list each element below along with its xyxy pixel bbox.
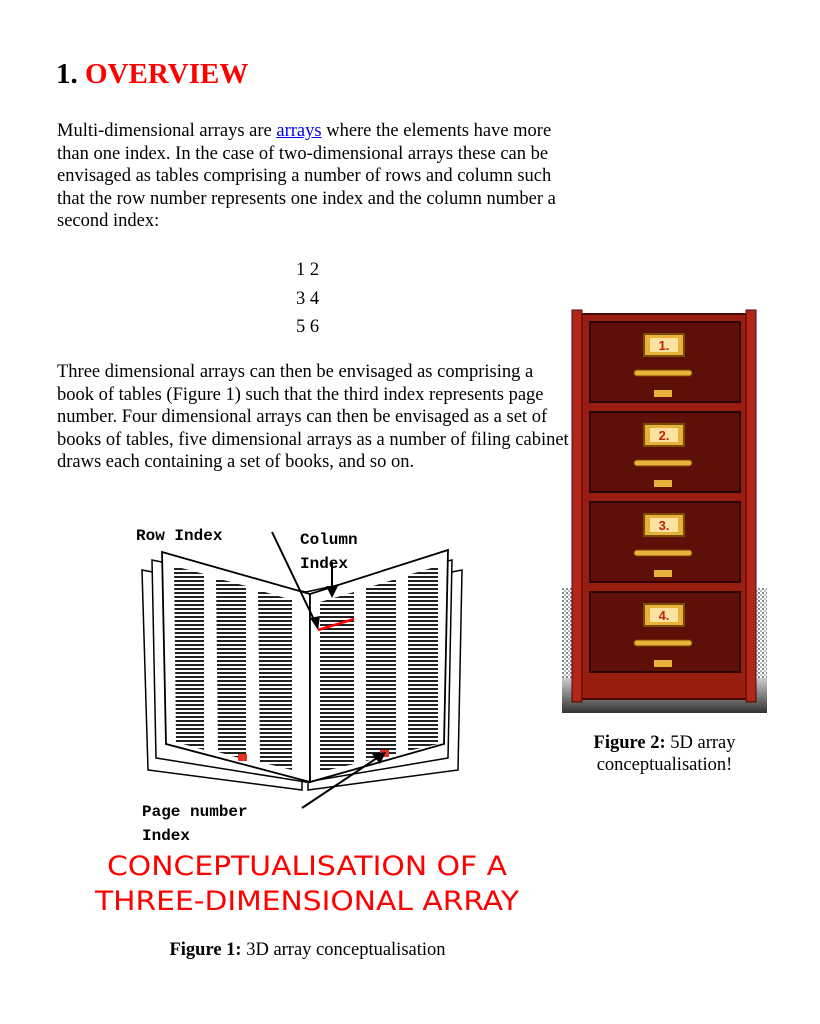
figure2-caption <box>562 732 767 776</box>
figure1-title-line1: CONCEPTUALISATION OF A <box>107 851 508 882</box>
filing-cabinet-figure <box>562 308 767 713</box>
section-heading <box>56 58 248 91</box>
page-number-label: Page number <box>142 803 248 821</box>
matrix-example <box>296 256 319 342</box>
intro-text-after: where the elements have more than one index. In the case of two-dimensional arrays these can be envisaged as tables comprising a number of rows and column such that the row number represents one index and the column number a second index: <box>57 121 556 232</box>
section-number: 1. <box>56 58 78 90</box>
matrix-row: 3 4 <box>296 288 320 309</box>
matrix-row: 5 6 <box>296 317 320 337</box>
page-marker-left <box>238 754 247 761</box>
drawer-label-1: 1. <box>658 338 670 353</box>
page-number-label-2: Index <box>142 827 191 845</box>
figure1-caption-text: 3D array conceptualisation <box>241 940 446 960</box>
intro-text-before: Multi-dimensional arrays are <box>57 121 277 141</box>
figure2-caption-text: 5D array conceptualisation! <box>596 733 736 775</box>
figure1-caption <box>130 939 485 961</box>
matrix-row: 1 2 <box>296 260 320 280</box>
figure1-caption-label: Figure 1: <box>169 940 242 960</box>
figure2-caption-label: Figure 2: <box>593 733 666 753</box>
section-title: OVERVIEW <box>85 58 249 90</box>
book-illustration <box>142 532 462 808</box>
drawer-label-2: 2. <box>658 428 670 443</box>
drawer-label-4: 4. <box>658 608 670 623</box>
drawer-label-3: 3. <box>658 518 670 533</box>
column-index-label-2: Index <box>300 555 349 573</box>
filing-cabinet <box>562 310 767 713</box>
arrays-link[interactable]: arrays <box>276 121 322 141</box>
dimensions-paragraph: Three dimensional arrays can then be envisaged as comprising a book of tables (Figure 1) such that the third index represents page number. Four dimensional arrays can then be envisaged as a set of books of tables, five dimensional arrays as a number of filing cabinet draws each containing a set of books, and so on. <box>57 362 569 473</box>
book-figure <box>92 520 522 920</box>
column-index-label: Column <box>300 531 358 549</box>
figure1-title-line2: THREE-DIMENSIONAL ARRAY <box>93 886 520 917</box>
row-index-label: Row Index <box>136 527 223 545</box>
intro-paragraph <box>57 120 572 233</box>
